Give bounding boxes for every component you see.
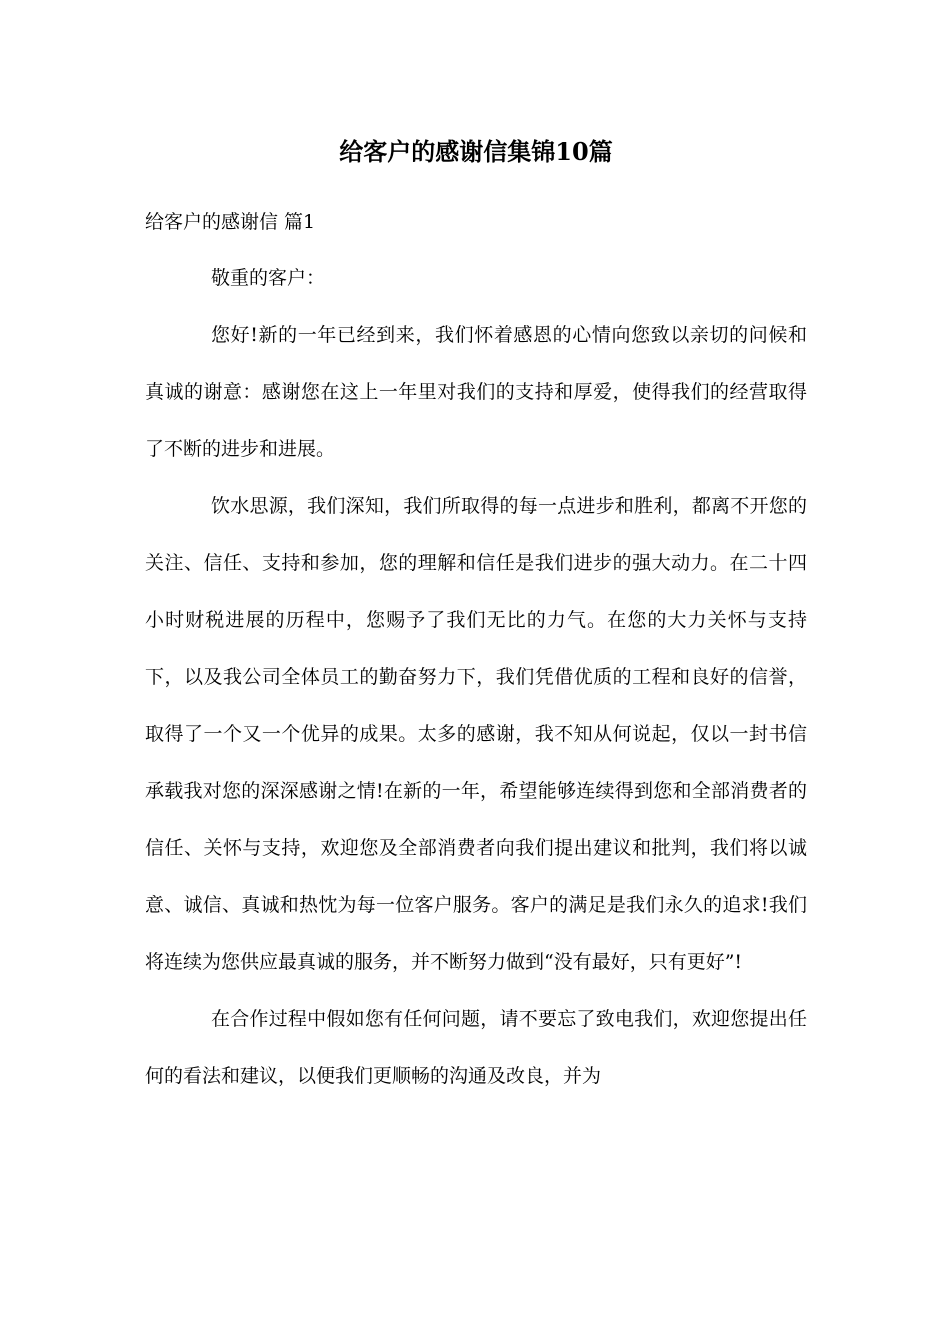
letter-salutation: 敬重的客户： [211,267,326,289]
section-heading: 给客户的感谢信 篇1 [145,211,316,233]
letter-paragraph-2: 饮水思源，我们深知，我们所取得的每一点进步和胜利，都离不开您的关注、信任、支持和参加，您的理解和信任是我们进步的强大动力。在二十四小时财税进展的历程中，您赐予了我们无比的力气。在您的大力关怀与支持下，以及我公司全体员工的勤奋努力下，我们凭借优质的工程和良好的信誉，取得了一个又一个优异的成果。太多的感谢，我不知从何说起，仅以一封书信承载我对您的深深感谢之情!在新的一年，希望能够连续得到您和全部消费者的信任、关怀与支持，欢迎您及全部消费者向我们提出建议和批判，我们将以诚意、诚信、真诚和热忱为每一位客户服务。客户的满足是我们永久的追求!我们将连续为您供应最真诚的服务，并不断努力做到“没有最好，只有更好”! [145,495,807,973]
letter-paragraph-3: 在合作过程中假如您有任何问题，请不要忘了致电我们，欢迎您提出任何的看法和建议，以便我们更顺畅的沟通及改良，并为 [145,1008,807,1087]
document-content [145,128,807,1105]
letter-paragraph-1: 您好!新的一年已经到来，我们怀着感恩的心情向您致以亲切的问候和真诚的谢意：感谢您在这上一年里对我们的支持和厚爱，使得我们的经营取得了不断的进步和进展。 [145,324,807,460]
document-title: 给客户的感谢信集锦10篇 [339,137,613,166]
